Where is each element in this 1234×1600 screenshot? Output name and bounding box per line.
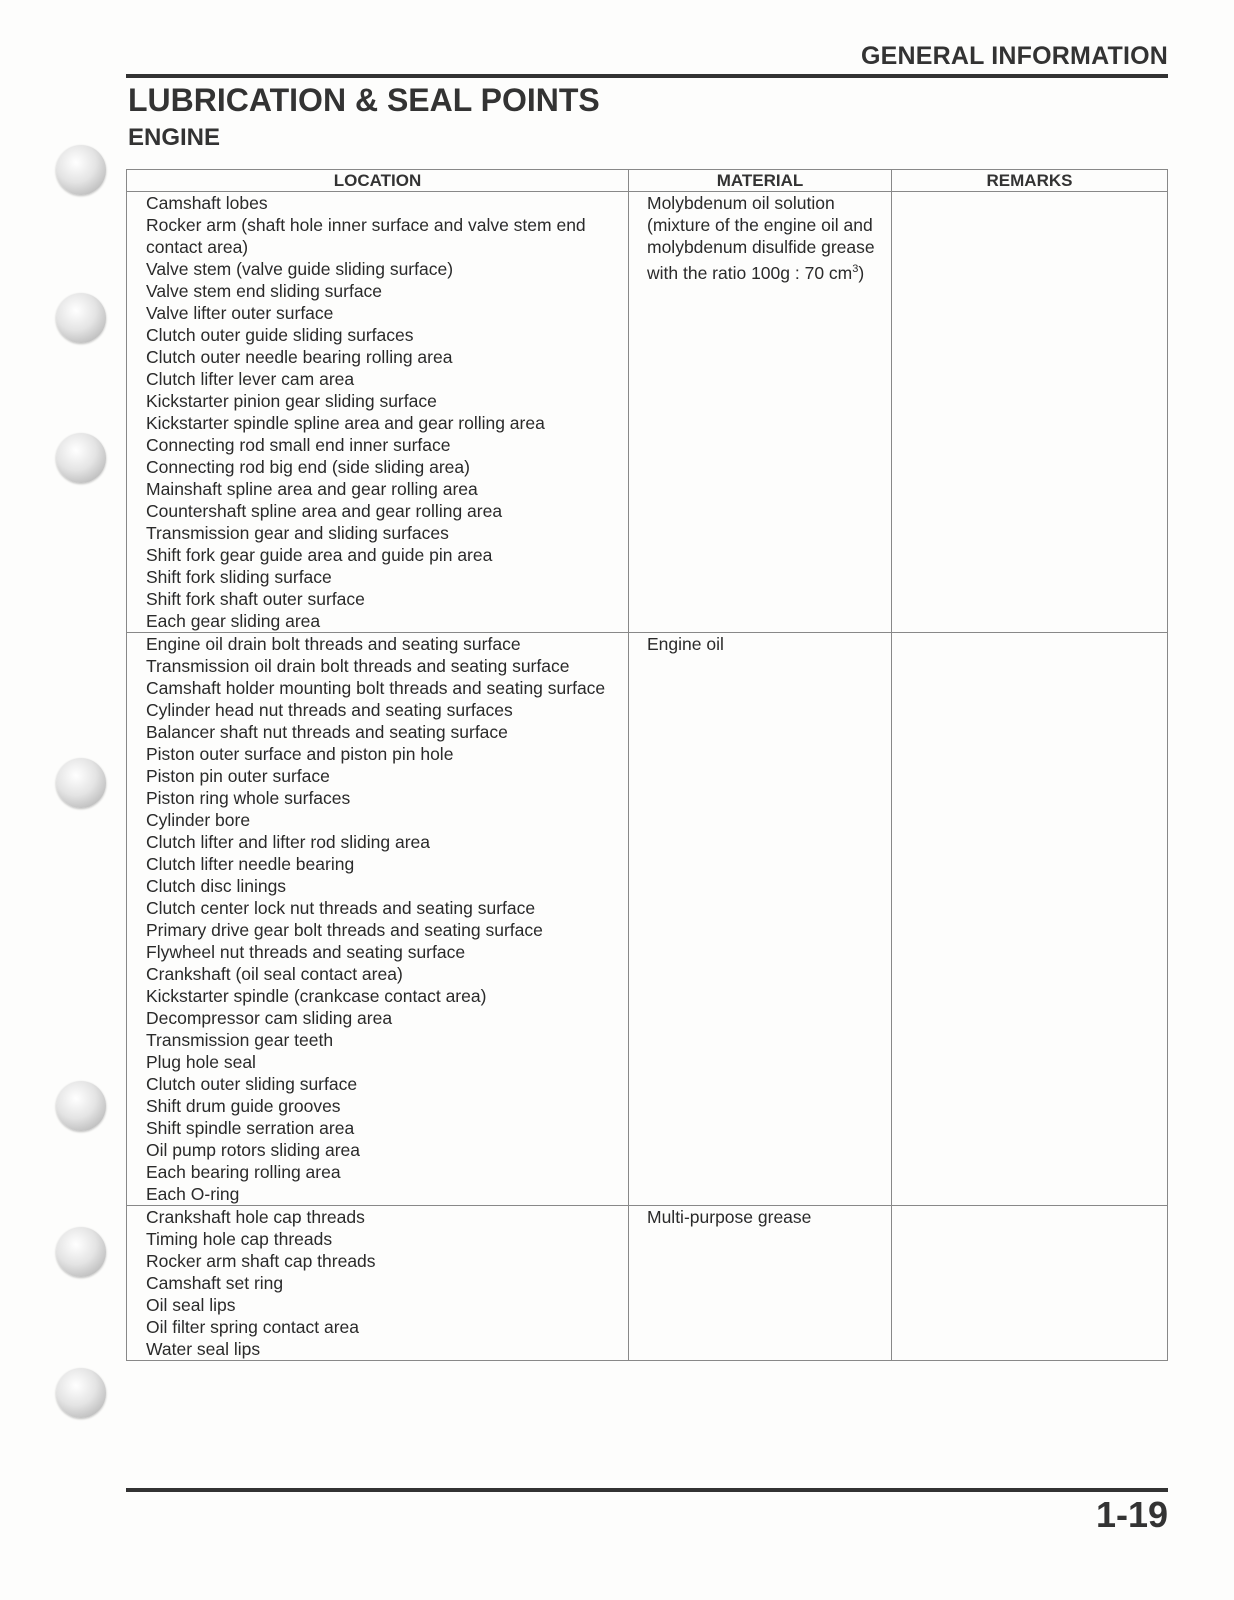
location-item: Piston outer surface and piston pin hole (146, 744, 454, 764)
location-item: Clutch lifter lever cam area (146, 369, 355, 389)
location-item: Camshaft set ring (146, 1273, 284, 1293)
location-item: Rocker arm (shaft hole inner surface and valve stem end contact area) (146, 215, 586, 257)
bottom-rule (126, 1488, 1168, 1492)
location-item: Cylinder bore (146, 810, 251, 830)
location-item: Clutch lifter and lifter rod sliding area (146, 832, 431, 852)
location-item: Transmission gear teeth (146, 1030, 334, 1050)
material-text: Molybdenum oil solution (mixture of the engine oil and molybdenum disulfide grease with the ratio 100g : 70 cm (647, 193, 875, 283)
location-item: Piston ring whole surfaces (146, 788, 351, 808)
location-item: Each gear sliding area (146, 611, 321, 631)
location-item: Transmission oil drain bolt threads and seating surface (146, 656, 570, 676)
location-item: Crankshaft (oil seal contact area) (146, 964, 403, 984)
location-item: Rocker arm shaft cap threads (146, 1251, 376, 1271)
location-item: Clutch outer needle bearing rolling area (146, 347, 453, 367)
page-title: LUBRICATION & SEAL POINTS (128, 82, 600, 118)
location-item: Plug hole seal (146, 1052, 256, 1072)
location-item: Flywheel nut threads and seating surface (146, 942, 466, 962)
location-item: Oil seal lips (146, 1295, 236, 1315)
location-item: Valve lifter outer surface (146, 303, 334, 323)
location-item: Shift fork sliding surface (146, 567, 332, 587)
location-item: Decompressor cam sliding area (146, 1008, 393, 1028)
location-item: Kickstarter pinion gear sliding surface (146, 391, 437, 411)
column-header-location: LOCATION (127, 170, 629, 192)
location-item: Camshaft lobes (146, 193, 268, 213)
location-item: Shift drum guide grooves (146, 1096, 341, 1116)
location-item: Clutch center lock nut threads and seating surface (146, 898, 536, 918)
section-header: GENERAL INFORMATION (860, 42, 1168, 70)
binder-hole (56, 1081, 106, 1131)
location-item: Valve stem end sliding surface (146, 281, 383, 301)
location-item: Shift fork shaft outer surface (146, 589, 365, 609)
table-row (127, 1206, 1168, 1361)
location-item: Each O-ring (146, 1184, 240, 1204)
remarks-cell (892, 1206, 1168, 1361)
location-item: Kickstarter spindle spline area and gear rolling area (146, 413, 545, 433)
binder-hole (56, 1368, 106, 1418)
location-item: Mainshaft spline area and gear rolling area (146, 479, 478, 499)
location-item: Clutch outer sliding surface (146, 1074, 358, 1094)
binder-hole (56, 1227, 106, 1277)
table-header-row (127, 170, 1168, 192)
location-item: Clutch disc linings (146, 876, 287, 896)
table-row (127, 633, 1168, 1206)
page-number: 1-19 (1095, 1494, 1168, 1535)
location-item: Balancer shaft nut threads and seating surface (146, 722, 508, 742)
location-item: Connecting rod small end inner surface (146, 435, 451, 455)
location-cell (127, 633, 629, 1206)
location-item: Oil filter spring contact area (146, 1317, 360, 1337)
material-cell: Multi-purpose grease (629, 1206, 892, 1361)
location-item: Piston pin outer surface (146, 766, 330, 786)
location-item: Crankshaft hole cap threads (146, 1207, 365, 1227)
material-superscript: 3 (852, 263, 859, 275)
section-subtitle: ENGINE (128, 124, 221, 151)
location-item: Countershaft spline area and gear rolling area (146, 501, 503, 521)
binder-hole (56, 758, 106, 808)
location-item: Water seal lips (146, 1339, 261, 1359)
location-item: Oil pump rotors sliding area (146, 1140, 360, 1160)
column-header-material: MATERIAL (629, 170, 892, 192)
location-cell (127, 1206, 629, 1361)
binder-hole (56, 293, 106, 343)
location-item: Kickstarter spindle (crankcase contact area) (146, 986, 487, 1006)
location-item: Primary drive gear bolt threads and seating surface (146, 920, 543, 940)
location-item: Cylinder head nut threads and seating surfaces (146, 700, 513, 720)
location-item: Shift spindle serration area (146, 1118, 355, 1138)
location-item: Engine oil drain bolt threads and seating surface (146, 634, 521, 654)
location-item: Shift fork gear guide area and guide pin area (146, 545, 493, 565)
location-item: Camshaft holder mounting bolt threads and seating surface (146, 678, 606, 698)
remarks-cell (892, 633, 1168, 1206)
location-item: Transmission gear and sliding surfaces (146, 523, 449, 543)
column-header-remarks: REMARKS (892, 170, 1168, 192)
top-rule (126, 74, 1168, 78)
location-item: Clutch outer guide sliding surfaces (146, 325, 414, 345)
binder-hole (56, 145, 106, 195)
material-cell (629, 192, 892, 633)
remarks-cell (892, 192, 1168, 633)
location-cell (127, 192, 629, 633)
lubrication-table (126, 169, 1168, 1361)
location-item: Connecting rod big end (side sliding area) (146, 457, 470, 477)
table-row (127, 192, 1168, 633)
location-item: Each bearing rolling area (146, 1162, 341, 1182)
location-item: Valve stem (valve guide sliding surface) (146, 259, 454, 279)
location-item: Timing hole cap threads (146, 1229, 333, 1249)
material-cell: Engine oil (629, 633, 892, 1206)
binder-hole (56, 433, 106, 483)
location-item: Clutch lifter needle bearing (146, 854, 355, 874)
material-text-end: ) (858, 262, 865, 283)
